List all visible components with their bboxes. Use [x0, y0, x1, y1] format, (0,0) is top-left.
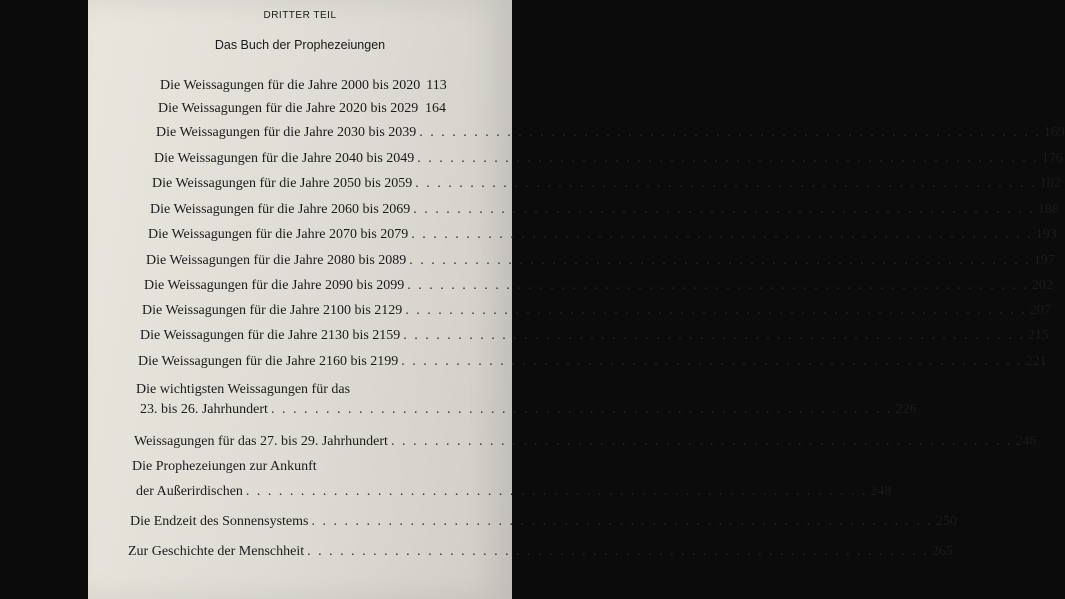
- toc-entry-title: der Außerirdischen: [136, 484, 243, 499]
- toc-page-number: 113: [426, 78, 447, 93]
- toc-entry-title: Die Weissagungen für die Jahre 2130 bis 2159: [140, 328, 401, 343]
- toc-entry-title: Weissagungen für das 27. bis 29. Jahrhundert: [134, 434, 388, 449]
- dot-leader: [421, 101, 422, 117]
- toc-page-number: 250: [935, 514, 957, 529]
- toc-entry-title: Die Weissagungen für die Jahre 2070 bis 2079: [148, 227, 409, 242]
- book-title: Das Buch der Prophezeiungen: [214, 38, 386, 52]
- toc-page-number: 226: [895, 402, 917, 417]
- toc-page-number: 221: [1025, 354, 1047, 369]
- toc-entry: [128, 544, 953, 560]
- toc-entry-title: Zur Geschichte der Menschheit: [128, 544, 305, 559]
- toc-entry: [142, 303, 1051, 319]
- toc-page-number: 202: [1031, 278, 1053, 293]
- toc-entry-title: Die Weissagungen für die Jahre 2080 bis 2089: [146, 253, 407, 268]
- toc-entry-title: 23. bis 26. Jahrhundert: [140, 402, 268, 417]
- toc-entry: [160, 78, 446, 94]
- dot-leader: . . . . . . . . . . . . . . . . . . . . . . . . . . . . . . . . . . . . . . . . . . . . . . . . . . . . . . . . .: [417, 151, 1039, 166]
- toc-entry: [140, 402, 917, 418]
- toc-page-number: 188: [1037, 202, 1059, 217]
- toc-entry: [140, 328, 1049, 344]
- toc-entry-title: Die Weissagungen für die Jahre 2020 bis 2029: [158, 101, 419, 116]
- toc-entry: [156, 125, 1065, 141]
- dot-leader: . . . . . . . . . . . . . . . . . . . . . . . . . . . . . . . . . . . . . . . . . . . . . . . . . . . . . . . . .: [245, 484, 868, 499]
- toc-page-number: 246: [1015, 434, 1037, 449]
- toc-entry: [144, 278, 1053, 294]
- toc-page-number: 215: [1027, 328, 1049, 343]
- toc-page-number: 207: [1029, 303, 1051, 318]
- dot-leader: . . . . . . . . . . . . . . . . . . . . . . . . . . . . . . . . . . . . . . . . . . . . . . . . . . . . . . . . .: [411, 227, 1033, 242]
- dot-leader: . . . . . . . . . . . . . . . . . . . . . . . . . . . . . . . . . . . . . . . . . . . . . . . . . . . . . . . . .: [311, 514, 933, 529]
- book-page: [88, 0, 1065, 599]
- dot-leader: . . . . . . . . . . . . . . . . . . . . . . . . . . . . . . . . . . . . . . . . . . . . . . . . . . . . . . . . .: [419, 125, 1041, 140]
- toc-entry: [134, 434, 1037, 450]
- toc-page-number: 248: [870, 484, 892, 499]
- toc-entry: [150, 202, 1059, 218]
- toc-entry-title: Die Weissagungen für die Jahre 2050 bis 2059: [152, 176, 413, 191]
- toc-entry: [148, 227, 1057, 243]
- toc-entry: [136, 484, 892, 500]
- toc-page-number: 265: [931, 544, 953, 559]
- toc-entry: [158, 101, 446, 117]
- dot-leader: . . . . . . . . . . . . . . . . . . . . . . . . . . . . . . . . . . . . . . . . . . . . . . . . . . . . . . . . .: [390, 434, 1013, 449]
- toc-entry-title: Die Weissagungen für die Jahre 2090 bis 2099: [144, 278, 405, 293]
- toc-entry-title: Die Weissagungen für die Jahre 2060 bis 2069: [150, 202, 411, 217]
- toc-entry: [130, 514, 957, 530]
- toc-page-number: 164: [425, 101, 446, 116]
- dot-leader: . . . . . . . . . . . . . . . . . . . . . . . . . . . . . . . . . . . . . . . . . . . . . . . . . . . . . . . . .: [413, 202, 1035, 217]
- toc-entry: [154, 151, 1063, 167]
- dot-leader: . . . . . . . . . . . . . . . . . . . . . . . . . . . . . . . . . . . . . . . . . . . . . . . . . . . . . . . . .: [409, 253, 1031, 268]
- toc-entry-title: Die Weissagungen für die Jahre 2100 bis 2129: [142, 303, 403, 318]
- toc-page-number: 176: [1041, 151, 1063, 166]
- dot-leader: . . . . . . . . . . . . . . . . . . . . . . . . . . . . . . . . . . . . . . . . . . . . . . . . . . . . . . . . .: [401, 354, 1023, 369]
- toc-page-number: 182: [1039, 176, 1061, 191]
- dot-leader: . . . . . . . . . . . . . . . . . . . . . . . . . . . . . . . . . . . . . . . . . . . . . . . . . . . . . . . . .: [407, 278, 1029, 293]
- toc-entry-title: Die Endzeit des Sonnensystems: [130, 514, 309, 529]
- dot-leader: . . . . . . . . . . . . . . . . . . . . . . . . . . . . . . . . . . . . . . . . . . . . . . . . . . . . . . . . .: [307, 544, 929, 559]
- toc-entry-title-line: Die wichtigsten Weissagungen für das: [136, 382, 351, 397]
- part-label: DRITTER TEIL: [263, 10, 337, 21]
- dot-leader: . . . . . . . . . . . . . . . . . . . . . . . . . . . . . . . . . . . . . . . . . . . . . . . . . . . . . . . . .: [415, 176, 1037, 191]
- toc-entry-title: Die Weissagungen für die Jahre 2000 bis 2020: [160, 78, 421, 93]
- toc-entry-title: Die Weissagungen für die Jahre 2040 bis 2049: [154, 151, 415, 166]
- dot-leader: . . . . . . . . . . . . . . . . . . . . . . . . . . . . . . . . . . . . . . . . . . . . . . . . . . . . . . . . .: [405, 303, 1027, 318]
- toc-page-number: 193: [1035, 227, 1057, 242]
- dot-leader: . . . . . . . . . . . . . . . . . . . . . . . . . . . . . . . . . . . . . . . . . . . . . . . . . . . . . . . . .: [270, 402, 893, 417]
- toc-entry: [138, 354, 1047, 370]
- toc-entry: [146, 253, 1055, 269]
- toc-page-number: 197: [1033, 253, 1055, 268]
- toc-entry: [152, 176, 1061, 192]
- toc-entry-title: Die Weissagungen für die Jahre 2160 bis 2199: [138, 354, 399, 369]
- toc-entry-title: Die Weissagungen für die Jahre 2030 bis 2039: [156, 125, 417, 140]
- dot-leader: . . . . . . . . . . . . . . . . . . . . . . . . . . . . . . . . . . . . . . . . . . . . . . . . . . . . . . . . .: [403, 328, 1025, 343]
- toc-entry-title-line: Die Prophezeiungen zur Ankunft: [132, 459, 317, 474]
- toc-page-number: 169: [1043, 125, 1065, 140]
